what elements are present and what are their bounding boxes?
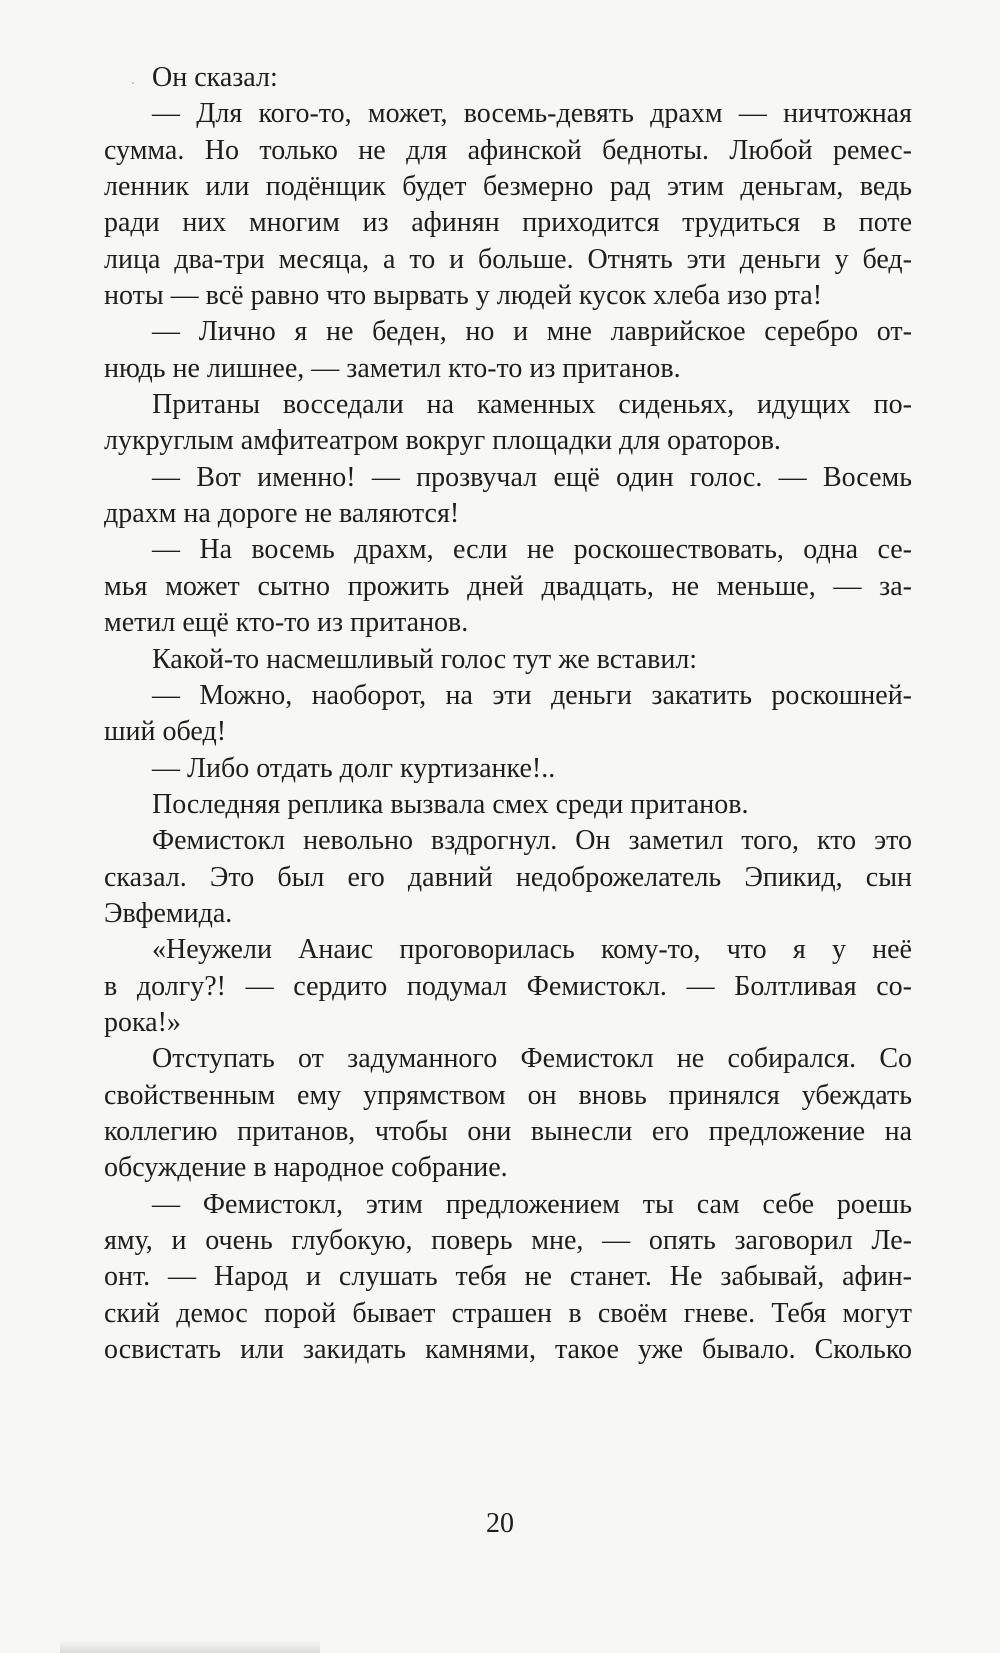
- text-line: ский демос порой бывает страшен в своём гневе. Тебя могут: [104, 1297, 912, 1329]
- text-line: обсуждение в народное собрание.: [104, 1152, 508, 1184]
- text-line: ленник или подёнщик будет безмерно рад этим деньгам, ведь: [104, 171, 912, 203]
- text-line: лукруглым амфитеатром вокруг площадки для ораторов.: [104, 425, 781, 457]
- text-line: — На восемь драхм, если не роскошествовать, одна се-: [152, 534, 912, 566]
- text-line: Отступать от задуманного Фемистокл не собирался. Со: [152, 1043, 912, 1075]
- text-line: Он сказал:: [152, 62, 278, 93]
- text-line: метил ещё кто-то из пританов.: [104, 607, 469, 639]
- scan-edge-shadow: [60, 1640, 320, 1653]
- text-line: мья может сытно прожить дней двадцать, не меньше, — за-: [104, 570, 912, 602]
- text-line: Последняя реплика вызвала смех среди пританов.: [152, 788, 749, 820]
- text-line: нюдь не лишнее, — заметил кто-то из пританов.: [104, 352, 681, 384]
- body-text: [104, 60, 912, 1368]
- text-line: ший обед!: [104, 716, 227, 748]
- text-line: сумма. Но только не для афинской бедноты. Любой ремес-: [104, 134, 912, 166]
- text-line: — Для кого-то, может, восемь-девять драхм — ничтожная: [152, 98, 912, 130]
- text-line: — Вот именно! — прозвучал ещё один голос. — Восемь: [152, 461, 912, 493]
- text-line: — Фемистокл, этим предложением ты сам себе роешь: [152, 1188, 912, 1220]
- text-line: свойственным ему упрямством он вновь принялся убеждать: [104, 1079, 912, 1111]
- text-line: Пританы восседали на каменных сиденьях, идущих по-: [152, 389, 912, 421]
- text-line: коллегию пританов, чтобы они вынесли его предложение на: [104, 1115, 912, 1147]
- text-line: освистать или закидать камнями, такое уже бывало. Сколько: [104, 1334, 912, 1366]
- text-line: — Лично я не беден, но и мне лаврийское серебро от-: [152, 316, 912, 348]
- page-number: 20: [486, 1508, 514, 1539]
- text-line: лица два-три месяца, а то и больше. Отнять эти деньги у бед-: [104, 243, 912, 275]
- text-line: сказал. Это был его давний недоброжелатель Эпикид, сын: [104, 861, 912, 893]
- text-line: «Неужели Анаис проговорилась кому-то, что я у неё: [152, 934, 912, 966]
- text-line: ноты — всё равно что вырвать у людей кусок хлеба изо рта!: [104, 280, 823, 312]
- text-line: — Можно, наоборот, на эти деньги закатить роскошней-: [152, 679, 912, 711]
- text-line: драхм на дороге не валяются!: [104, 498, 460, 530]
- text-line: онт. — Народ и слушать тебя не станет. Не забывай, афин-: [104, 1261, 912, 1293]
- text-line: рока!»: [104, 1006, 181, 1038]
- text-line: ради них многим из афинян приходится трудиться в поте: [104, 207, 912, 239]
- text-line: Фемистокл невольно вздрогнул. Он заметил того, кто это: [152, 825, 912, 857]
- text-line: яму, и очень глубокую, поверь мне, — опять заговорил Ле-: [104, 1225, 912, 1256]
- text-line: — Либо отдать долг куртизанке!..: [152, 752, 556, 784]
- text-line: Какой-то насмешливый голос тут же вставил:: [152, 643, 698, 675]
- text-line: в долгу?! — сердито подумал Фемистокл. — Болтливая со-: [104, 970, 912, 1002]
- text-line: Эвфемида.: [104, 897, 233, 929]
